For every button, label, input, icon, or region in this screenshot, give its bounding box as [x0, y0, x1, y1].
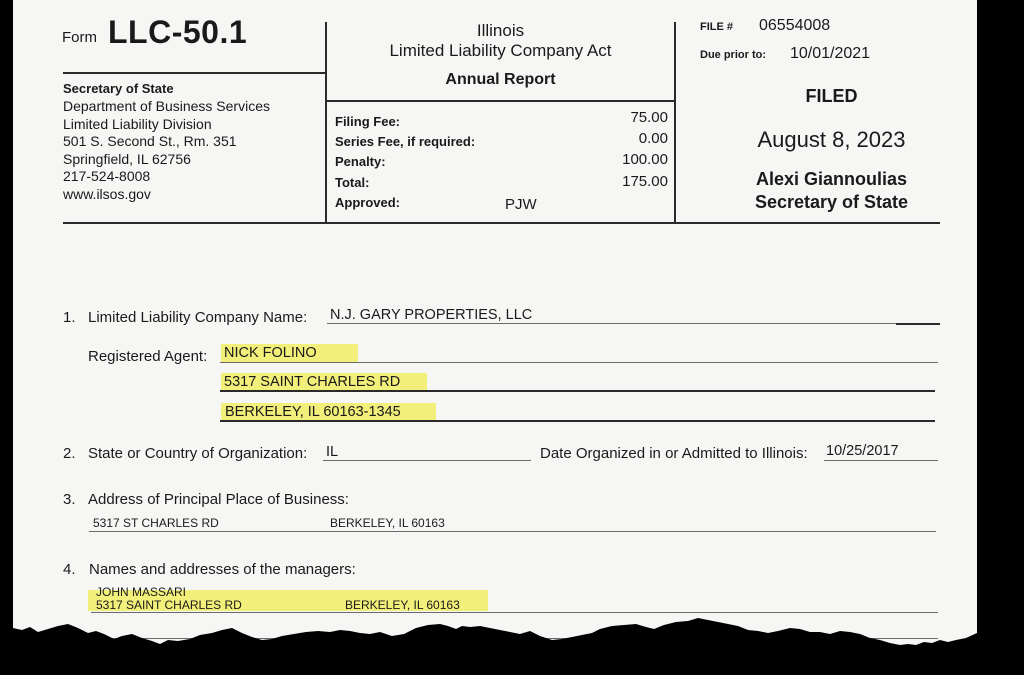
- form-number: LLC-50.1: [108, 14, 248, 50]
- filed-status: FILED: [805, 86, 858, 106]
- fee-label: Total:: [335, 175, 370, 190]
- manager-street[interactable]: 5317 SAINT CHARLES RD: [96, 598, 242, 612]
- company-name-label: Limited Liability Company Name:: [88, 309, 308, 326]
- issuer-line: 217-524-8008: [63, 168, 151, 184]
- issuer-line: Department of Business Services: [63, 98, 270, 114]
- issuer-line: Springfield, IL 62756: [63, 151, 191, 167]
- state-org-value[interactable]: IL: [326, 444, 339, 460]
- signer-name: Alexi Giannoulias: [755, 169, 908, 189]
- company-name-value[interactable]: N.J. GARY PROPERTIES, LLC: [330, 307, 533, 323]
- issuer-line: Limited Liability Division: [63, 116, 212, 132]
- item-number: 4.: [63, 561, 76, 578]
- approved-initials: PJW: [505, 196, 537, 213]
- fee-label: Penalty:: [335, 154, 386, 169]
- principal-street[interactable]: 5317 ST CHARLES RD: [93, 516, 219, 530]
- date-organized-label: Date Organized in or Admitted to Illinois:: [540, 445, 808, 462]
- file-number: 06554008: [759, 17, 831, 34]
- fee-label: Series Fee, if required:: [335, 134, 476, 149]
- principal-address-label: Address of Principal Place of Business:: [88, 491, 349, 508]
- date-organized-value[interactable]: 10/25/2017: [826, 443, 899, 459]
- approved-label: Approved:: [335, 195, 400, 210]
- issuer-title: Secretary of State: [63, 81, 174, 96]
- registered-agent-name[interactable]: NICK FOLINO: [224, 345, 317, 361]
- issuer-website-link[interactable]: www.ilsos.gov: [63, 186, 151, 202]
- due-date: 10/01/2021: [790, 45, 871, 62]
- principal-city[interactable]: BERKELEY, IL 60163: [330, 516, 445, 530]
- manager-city[interactable]: BERKELEY, IL 60163: [345, 598, 460, 612]
- filed-date: August 8, 2023: [757, 127, 906, 152]
- due-date-label: Due prior to:: [700, 49, 766, 61]
- item-number: 3.: [63, 491, 76, 508]
- fee-value: 75.00: [630, 109, 668, 126]
- registered-agent-street[interactable]: 5317 SAINT CHARLES RD: [224, 374, 401, 390]
- report-type: Annual Report: [445, 71, 556, 88]
- managers-label: Names and addresses of the managers:: [89, 561, 356, 578]
- fee-value: 100.00: [622, 151, 668, 168]
- registered-agent-city[interactable]: BERKELEY, IL 60163-1345: [225, 404, 401, 420]
- act-name: Limited Liability Company Act: [389, 41, 612, 60]
- issuer-line: 501 S. Second St., Rm. 351: [63, 133, 237, 149]
- manager-name[interactable]: JOHN MASSARI: [96, 585, 187, 599]
- form-prefix: Form: [62, 29, 97, 46]
- signer-title: Secretary of State: [754, 192, 909, 212]
- fee-value: 175.00: [622, 173, 668, 190]
- file-number-label: FILE #: [700, 21, 734, 33]
- state-name: Illinois: [476, 21, 525, 40]
- item-number: 2.: [63, 445, 76, 462]
- item-number: 1.: [63, 309, 76, 326]
- registered-agent-label: Registered Agent:: [88, 348, 208, 365]
- fee-label: Filing Fee:: [335, 114, 400, 129]
- fee-value: 0.00: [638, 130, 668, 147]
- state-org-label: State or Country of Organization:: [88, 445, 308, 462]
